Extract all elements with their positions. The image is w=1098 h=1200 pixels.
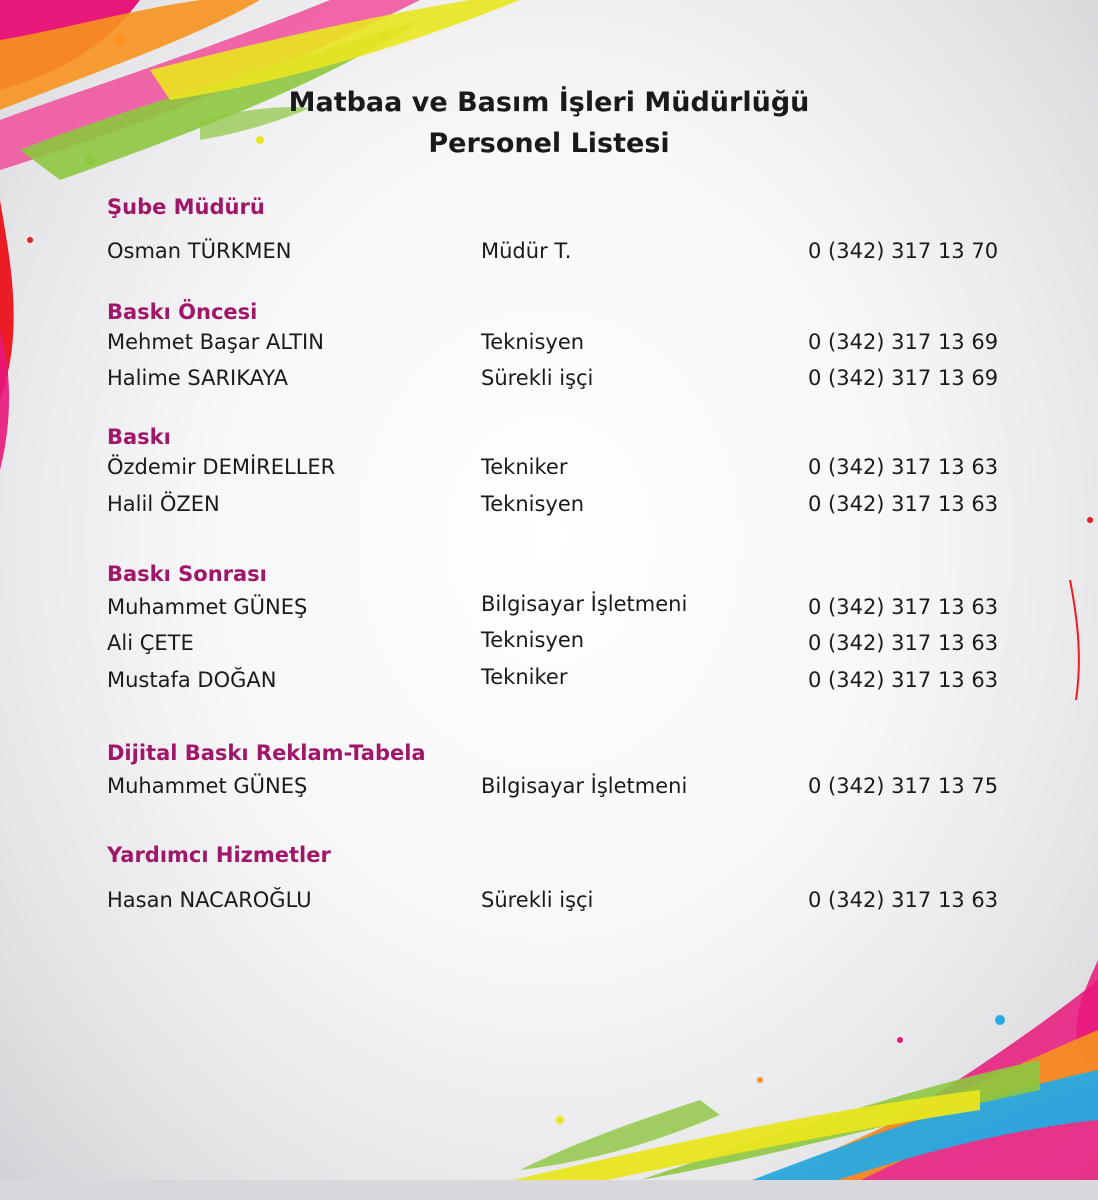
page-subtitle: Personel Listesi xyxy=(428,128,670,159)
section-heading: Yardımcı Hizmetler xyxy=(107,843,331,867)
person-role: Sürekli işçi xyxy=(481,888,594,912)
person-role: Tekniker xyxy=(481,665,568,689)
person-phone: 0 (342) 317 13 63 xyxy=(808,888,999,912)
person-name: Ali ÇETE xyxy=(107,631,194,655)
table-row xyxy=(0,666,1098,694)
person-name: Mustafa DOĞAN xyxy=(107,668,277,692)
table-row xyxy=(0,237,1098,265)
person-name: Mehmet Başar ALTIN xyxy=(107,330,324,354)
person-phone: 0 (342) 317 13 63 xyxy=(808,668,999,692)
person-role: Teknisyen xyxy=(481,492,585,516)
section-heading: Baskı Öncesi xyxy=(107,300,258,324)
person-name: Halil ÖZEN xyxy=(107,492,220,516)
table-row xyxy=(0,593,1098,621)
section-heading: Şube Müdürü xyxy=(107,195,265,219)
table-row xyxy=(0,453,1098,481)
person-phone: 0 (342) 317 13 69 xyxy=(808,330,999,354)
table-row xyxy=(0,490,1098,518)
person-phone: 0 (342) 317 13 63 xyxy=(808,492,999,516)
table-row xyxy=(0,328,1098,356)
person-name: Osman TÜRKMEN xyxy=(107,239,292,263)
person-phone: 0 (342) 317 13 63 xyxy=(808,631,999,655)
person-name: Muhammet GÜNEŞ xyxy=(107,595,308,619)
person-phone: 0 (342) 317 13 70 xyxy=(808,239,999,263)
person-phone: 0 (342) 317 13 63 xyxy=(808,595,999,619)
person-role: Tekniker xyxy=(481,455,568,479)
person-role: Müdür T. xyxy=(481,239,572,263)
person-role: Sürekli işçi xyxy=(481,366,594,390)
page-title: Matbaa ve Basım İşleri Müdürlüğü xyxy=(288,87,810,118)
person-name: Halime SARIKAYA xyxy=(107,366,288,390)
section-heading: Baskı Sonrası xyxy=(107,562,267,586)
section-heading: Dijital Baskı Reklam-Tabela xyxy=(107,741,426,765)
person-name: Muhammet GÜNEŞ xyxy=(107,774,308,798)
section-heading: Baskı xyxy=(107,425,171,449)
table-row xyxy=(0,629,1098,657)
person-role: Teknisyen xyxy=(481,330,585,354)
person-role: Bilgisayar İşletmeni xyxy=(481,774,688,798)
table-row xyxy=(0,772,1098,800)
table-row xyxy=(0,886,1098,914)
person-role: Bilgisayar İşletmeni xyxy=(481,592,688,616)
person-name: Özdemir DEMİRELLER xyxy=(107,455,336,479)
person-name: Hasan NACAROĞLU xyxy=(107,888,312,912)
person-phone: 0 (342) 317 13 75 xyxy=(808,774,999,798)
table-row xyxy=(0,364,1098,392)
person-phone: 0 (342) 317 13 69 xyxy=(808,366,999,390)
person-role: Teknisyen xyxy=(481,628,585,652)
person-phone: 0 (342) 317 13 63 xyxy=(808,455,999,479)
